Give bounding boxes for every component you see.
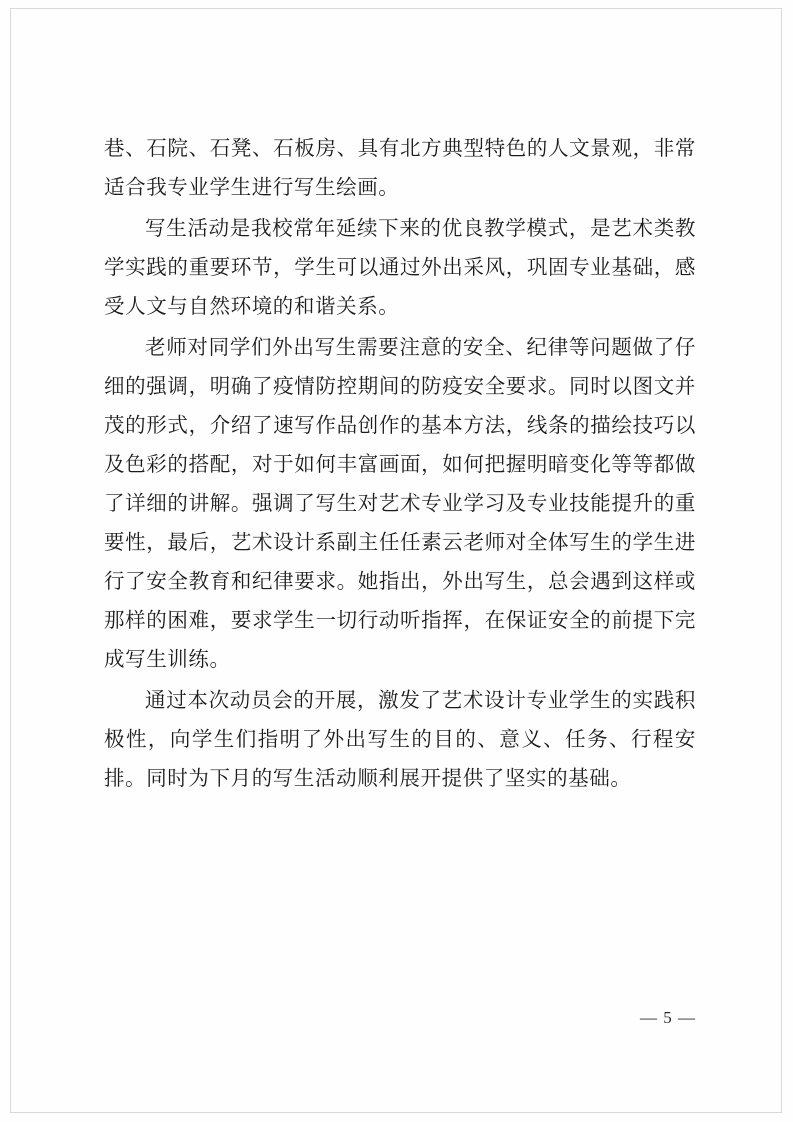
- page-number: — 5 —: [640, 1008, 696, 1027]
- paragraph-4: 通过本次动员会的开展，激发了艺术设计专业学生的实践积极性，向学生们指明了外出写生的目的、意义、任务、行程安排。同时为下月的写生活动顺利展开提供了坚实的基础。: [104, 690, 696, 790]
- paragraph-2: 写生活动是我校常年延续下来的优良教学模式，是艺术类教学实践的重要环节，学生可以通过外出采风，巩固专业基础，感受人文与自然环境的和谐关系。: [104, 218, 696, 318]
- paragraph-1: 巷、石院、石凳、石板房、具有北方典型特色的人文景观，非常适合我专业学生进行写生绘画。: [104, 138, 696, 199]
- paragraph-3: 老师对同学们外出写生需要注意的安全、纪律等问题做了仔细的强调，明确了疫情防控期间的防疫安全要求。同时以图文并茂的形式，介绍了速写作品创作的基本方法，线条的描绘技巧以及色彩的搭配，对于如何丰富画面，如何把握明暗变化等等都做了详细的讲解。强调了写生对艺术专业学习及专业技能提升的重要性，最后，艺术设计系副主任任素云老师对全体写生的学生进行了安全教育和纪律要求。她指出，外出写生，总会遇到这样或那样的困难，要求学生一切行动听指挥，在保证安全的前提下完成写生训练。: [104, 337, 696, 671]
- document-body: [104, 130, 696, 801]
